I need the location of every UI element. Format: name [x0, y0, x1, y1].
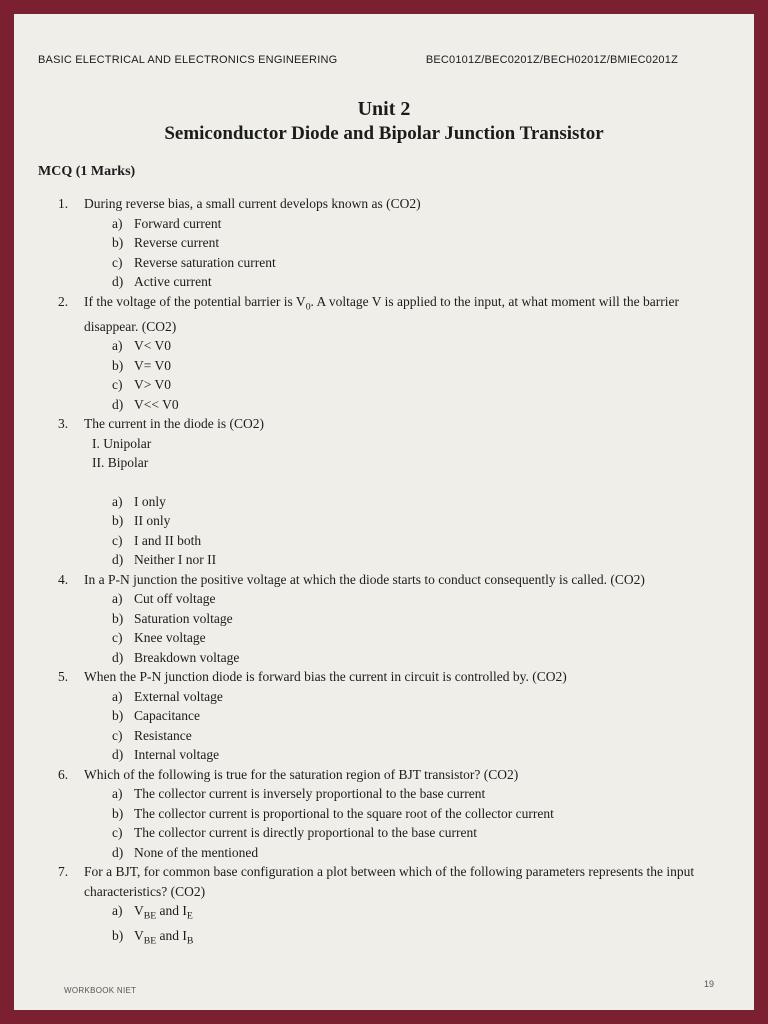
question-5 [58, 667, 708, 765]
question-list [58, 194, 708, 952]
question-number: 3. [58, 416, 69, 432]
unit-title: Semiconductor Diode and Bipolar Junction Transistor [164, 123, 604, 144]
option-d: d) Neither I nor II [112, 552, 217, 568]
question-3 [58, 414, 708, 570]
option-c: c) V> V0 [112, 377, 171, 393]
page-header [38, 54, 678, 72]
workbook-page [14, 14, 754, 1010]
option-d: d) None of the mentioned [112, 844, 259, 860]
option-d: d) Internal voltage [112, 747, 220, 763]
question-text: When the P-N junction diode is forward bias the current in circuit is controlled by. (CO2) [84, 669, 567, 685]
option-c: c) Reverse saturation current [112, 254, 276, 270]
question-number: 1. [58, 196, 69, 211]
question-6 [58, 765, 708, 863]
option-c: c) Resistance [112, 727, 192, 743]
question-7 [58, 862, 708, 951]
option-c: c) The collector current is directly proportional to the base current [112, 825, 477, 841]
question-text: The current in the diode is (CO2) [84, 416, 264, 432]
option-b: b) The collector current is proportional to the square root of the collector current [112, 805, 554, 821]
question-text: If the voltage of the potential barrier is $V_0$. A voltage V is applied to the input, at what moment will the barrier disappear. (CO2) [84, 293, 679, 334]
question-number: 6. [58, 766, 69, 782]
option-b: b) II only [112, 513, 171, 529]
statement-1: I. Unipolar [92, 435, 152, 451]
question-number: 5. [58, 669, 69, 685]
option-d: d) V<< V0 [112, 396, 179, 412]
section-heading: MCQ (1 Marks) [38, 164, 136, 179]
option-b: b) Saturation voltage [112, 610, 233, 626]
option-c: c) I and II both [112, 532, 202, 548]
question-text: In a P-N junction the positive voltage at which the diode starts to conduct consequently is called. (CO2) [84, 571, 645, 587]
question-4 [58, 570, 708, 668]
statement-2: II. Bipolar [92, 455, 149, 471]
question-2 [58, 292, 708, 415]
question-text: For a BJT, for common base configuration a plot between which of the following parameters represents the input characteristics? (CO2) [84, 864, 695, 899]
question-1 [58, 194, 708, 292]
option-a: a) Forward current [112, 215, 222, 231]
question-number: 4. [58, 571, 69, 587]
option-a: a) External voltage [112, 688, 223, 704]
option-a: a) Cut off voltage [112, 591, 216, 607]
option-b: b) $V_{BE}$ and $I_B$ [112, 928, 194, 948]
course-codes: BEC0101Z/BEC0201Z/BECH0201Z/BMIEC0201Z [425, 54, 678, 66]
unit-heading: Unit 2 [357, 98, 411, 120]
option-d: d) Active current [112, 274, 212, 289]
option-a: a) I only [112, 493, 166, 509]
option-b: b) V= V0 [112, 357, 171, 373]
question-number: 7. [58, 864, 69, 880]
option-b: b) Reverse current [112, 235, 220, 250]
question-number: 2. [58, 293, 69, 309]
option-a: a) V< V0 [112, 338, 171, 354]
option-d: d) Breakdown voltage [112, 649, 240, 665]
question-text: During reverse bias, a small current develops known as (CO2) [84, 196, 421, 211]
option-c: c) Knee voltage [112, 630, 206, 646]
option-a: a) The collector current is inversely proportional to the base current [112, 786, 486, 802]
footer-label: WORKBOOK NIET [64, 986, 137, 995]
question-text: Which of the following is true for the saturation region of BJT transistor? (CO2) [84, 766, 519, 782]
page-number: 19 [704, 979, 715, 989]
option-a: a) $V_{BE}$ and $I_E$ [112, 903, 193, 922]
option-b: b) Capacitance [112, 708, 200, 724]
course-title: BASIC ELECTRICAL AND ELECTRONICS ENGINEERING [38, 54, 338, 66]
